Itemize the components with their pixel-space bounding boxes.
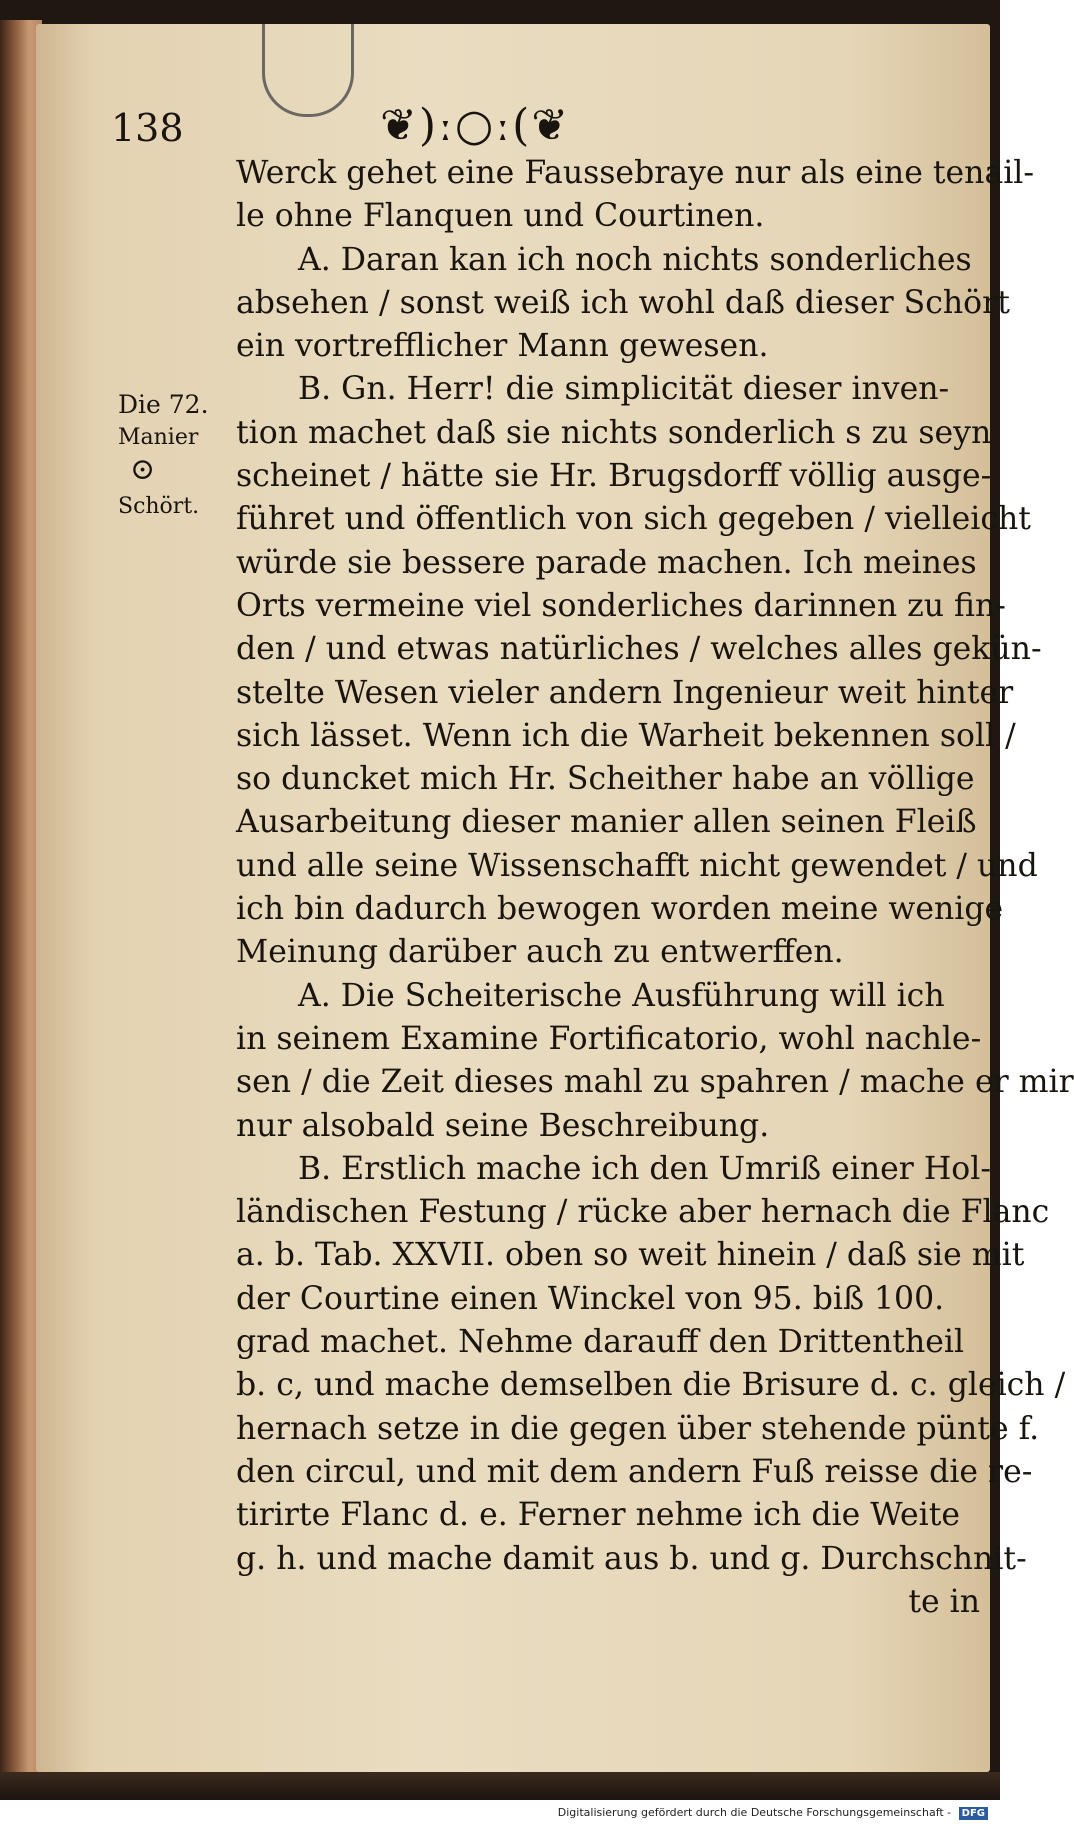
text-line: den circul, und mit dem andern Fuß reisse die re- — [236, 1453, 1033, 1490]
text-line: absehen / sonst weiß ich wohl daß dieser Schört — [236, 284, 1010, 321]
text-line: tirirte Flanc d. e. Ferner nehme ich die Weite — [236, 1497, 961, 1534]
header-ornament: ❦)ː○ː(❦ — [380, 100, 571, 151]
text-line: tion machet daß sie nichts sonderlich s zu seyn — [236, 414, 992, 451]
text-line: der Courtine einen Winckel von 95. biß 100. — [236, 1280, 945, 1317]
page-bottom-edge — [0, 1772, 1000, 1800]
text-line: le ohne Flanquen und Courtinen. — [236, 198, 765, 235]
margin-note-symbol: ⊙ — [130, 452, 156, 487]
text-line: stelte Wesen vieler andern Ingenieur weit hinter — [236, 674, 1014, 711]
text-line: Meinung darüber auch zu entwerffen. — [236, 934, 844, 971]
digitization-credit — [558, 1806, 988, 1820]
text-line: führet und öffentlich von sich gegeben / vielleicht — [236, 501, 1031, 538]
text-line: ländischen Festung / rücke aber hernach die Flanc — [236, 1194, 1050, 1231]
margin-note-manier: Manier — [118, 425, 199, 450]
text-line: B. Erstlich mache ich den Umriß einer Hol- — [298, 1150, 991, 1187]
dfg-logo: DFG — [959, 1807, 988, 1820]
text-line: A. Die Scheiterische Ausführung will ich — [298, 977, 945, 1014]
text-line: nur alsobald seine Beschreibung. — [236, 1107, 770, 1144]
margin-note-heading: Die 72. — [118, 390, 209, 419]
text-line: B. Gn. Herr! die simplicität dieser inven- — [298, 371, 950, 408]
text-line: sich lässet. Wenn ich die Warheit bekennen soll / — [236, 717, 1016, 754]
catchword: te in — [908, 1583, 980, 1620]
page-clip — [262, 24, 354, 117]
text-line: Orts vermeine viel sonderliches darinnen zu fin- — [236, 587, 1006, 624]
text-line: den / und etwas natürliches / welches alles gekün- — [236, 631, 1042, 668]
text-line: ein vortrefflicher Mann gewesen. — [236, 328, 769, 365]
page-number: 138 — [111, 106, 184, 150]
text-line: Werck gehet eine Faussebraye nur als eine tenail- — [236, 155, 1035, 191]
text-line: so duncket mich Hr. Scheither habe an völlige — [236, 761, 975, 798]
text-line: ich bin dadurch bewogen worden meine wenige — [236, 891, 1004, 928]
text-line: b. c, und mache demselben die Brisure d. c. gleich / — [236, 1367, 1066, 1404]
text-line: und alle seine Wissenschafft nicht gewendet / und — [236, 847, 1038, 884]
text-line: g. h. und mache damit aus b. und g. Durchschnit- — [236, 1540, 1027, 1577]
text-line: grad machet. Nehme darauff den Drittentheil — [236, 1324, 965, 1361]
body-text — [236, 152, 1074, 1624]
text-line: sen / die Zeit dieses mahl zu spahren / mache er mir — [236, 1064, 1074, 1101]
text-line: würde sie bessere parade machen. Ich meines — [236, 544, 977, 581]
margin-note-author: Schört. — [118, 494, 200, 519]
text-line: a. b. Tab. XXVII. oben so weit hinein / daß sie mit — [236, 1237, 1025, 1274]
credit-text: Digitalisierung gefördert durch die Deutsche Forschungsgemeinschaft - — [557, 1806, 952, 1819]
text-line: A. Daran kan ich noch nichts sonderliches — [298, 241, 972, 278]
text-line: in seinem Examine Fortificatorio, wohl nachle- — [236, 1020, 982, 1057]
text-line: scheinet / hätte sie Hr. Brugsdorff völlig ausge- — [236, 458, 992, 495]
text-line: hernach setze in die gegen über stehende pünte f. — [236, 1410, 1040, 1447]
text-line: Ausarbeitung dieser manier allen seinen Fleiß — [236, 804, 977, 841]
